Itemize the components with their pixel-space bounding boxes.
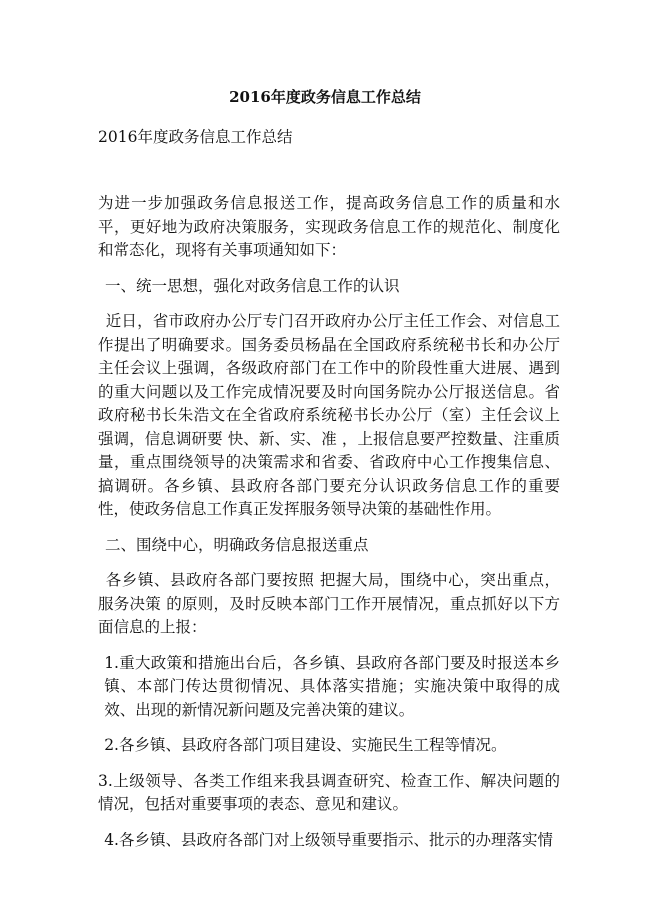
document-title: 2016年度政务信息工作总结: [229, 88, 421, 106]
document-body: [98, 192, 560, 864]
section-1-heading: 一、统一思想，强化对政务信息工作的认识: [104, 276, 400, 295]
section-1-paragraph: 近日，省市政府办公厅专门召开政府办公厅主任工作会、对信息工作提出了明确要求。国务委员杨晶在全国政府系统秘书长和办公厅主任会议上强调，各级政府部门在工作中的阶段性重大进展、遇到的重大问题以及工作完成情况要及时向国务院办公厅报送信息。省政府秘书长朱浩文在全省政府系统秘书长办公厅（室）主任会议上强调，信息调研要 快、新、实、准 ，上报信息要严控数量、注重质量，重点围绕领导的决策需求和省委、省政府中心工作搜集信息、搞调研。各乡镇、县政府各部门要充分认识政务信息工作的重要性，使政务信息工作真正发挥服务领导决策的基础性作用。: [98, 312, 560, 518]
intro-paragraph: 为进一步加强政务信息报送工作，提高政务信息工作的质量和水平，更好地为政府决策服务，实现政务信息工作的规范化、制度化和常态化，现将有关事项通知如下：: [98, 194, 560, 259]
list-item-3: 3.上级领导、各类工作组来我县调查研究、检查工作、解决问题的情况，包括对重要事项的表态、意见和建议。: [98, 771, 560, 813]
document-subtitle: 2016年度政务信息工作总结: [98, 128, 293, 146]
list-item-4: 4.各乡镇、县政府各部门对上级领导重要指示、批示的办理落实情: [104, 830, 553, 849]
section-2-paragraph: 各乡镇、县政府各部门要按照 把握大局，围绕中心，突出重点，服务决策 的原则，及时反映本部门工作开展情况，重点抓好以下方面信息的上报：: [98, 571, 560, 636]
section-2-heading: 二、围绕中心，明确政务信息报送重点: [104, 535, 369, 554]
list-item-1: 1.重大政策和措施出台后，各乡镇、县政府各部门要及时报送本乡镇、本部门传达贯彻情况、具体落实措施；实施决策中取得的成效、出现的新情况新问题及完善决策的建议。: [104, 653, 560, 719]
list-item-2: 2.各乡镇、县政府各部门项目建设、实施民生工程等情况。: [104, 736, 507, 754]
